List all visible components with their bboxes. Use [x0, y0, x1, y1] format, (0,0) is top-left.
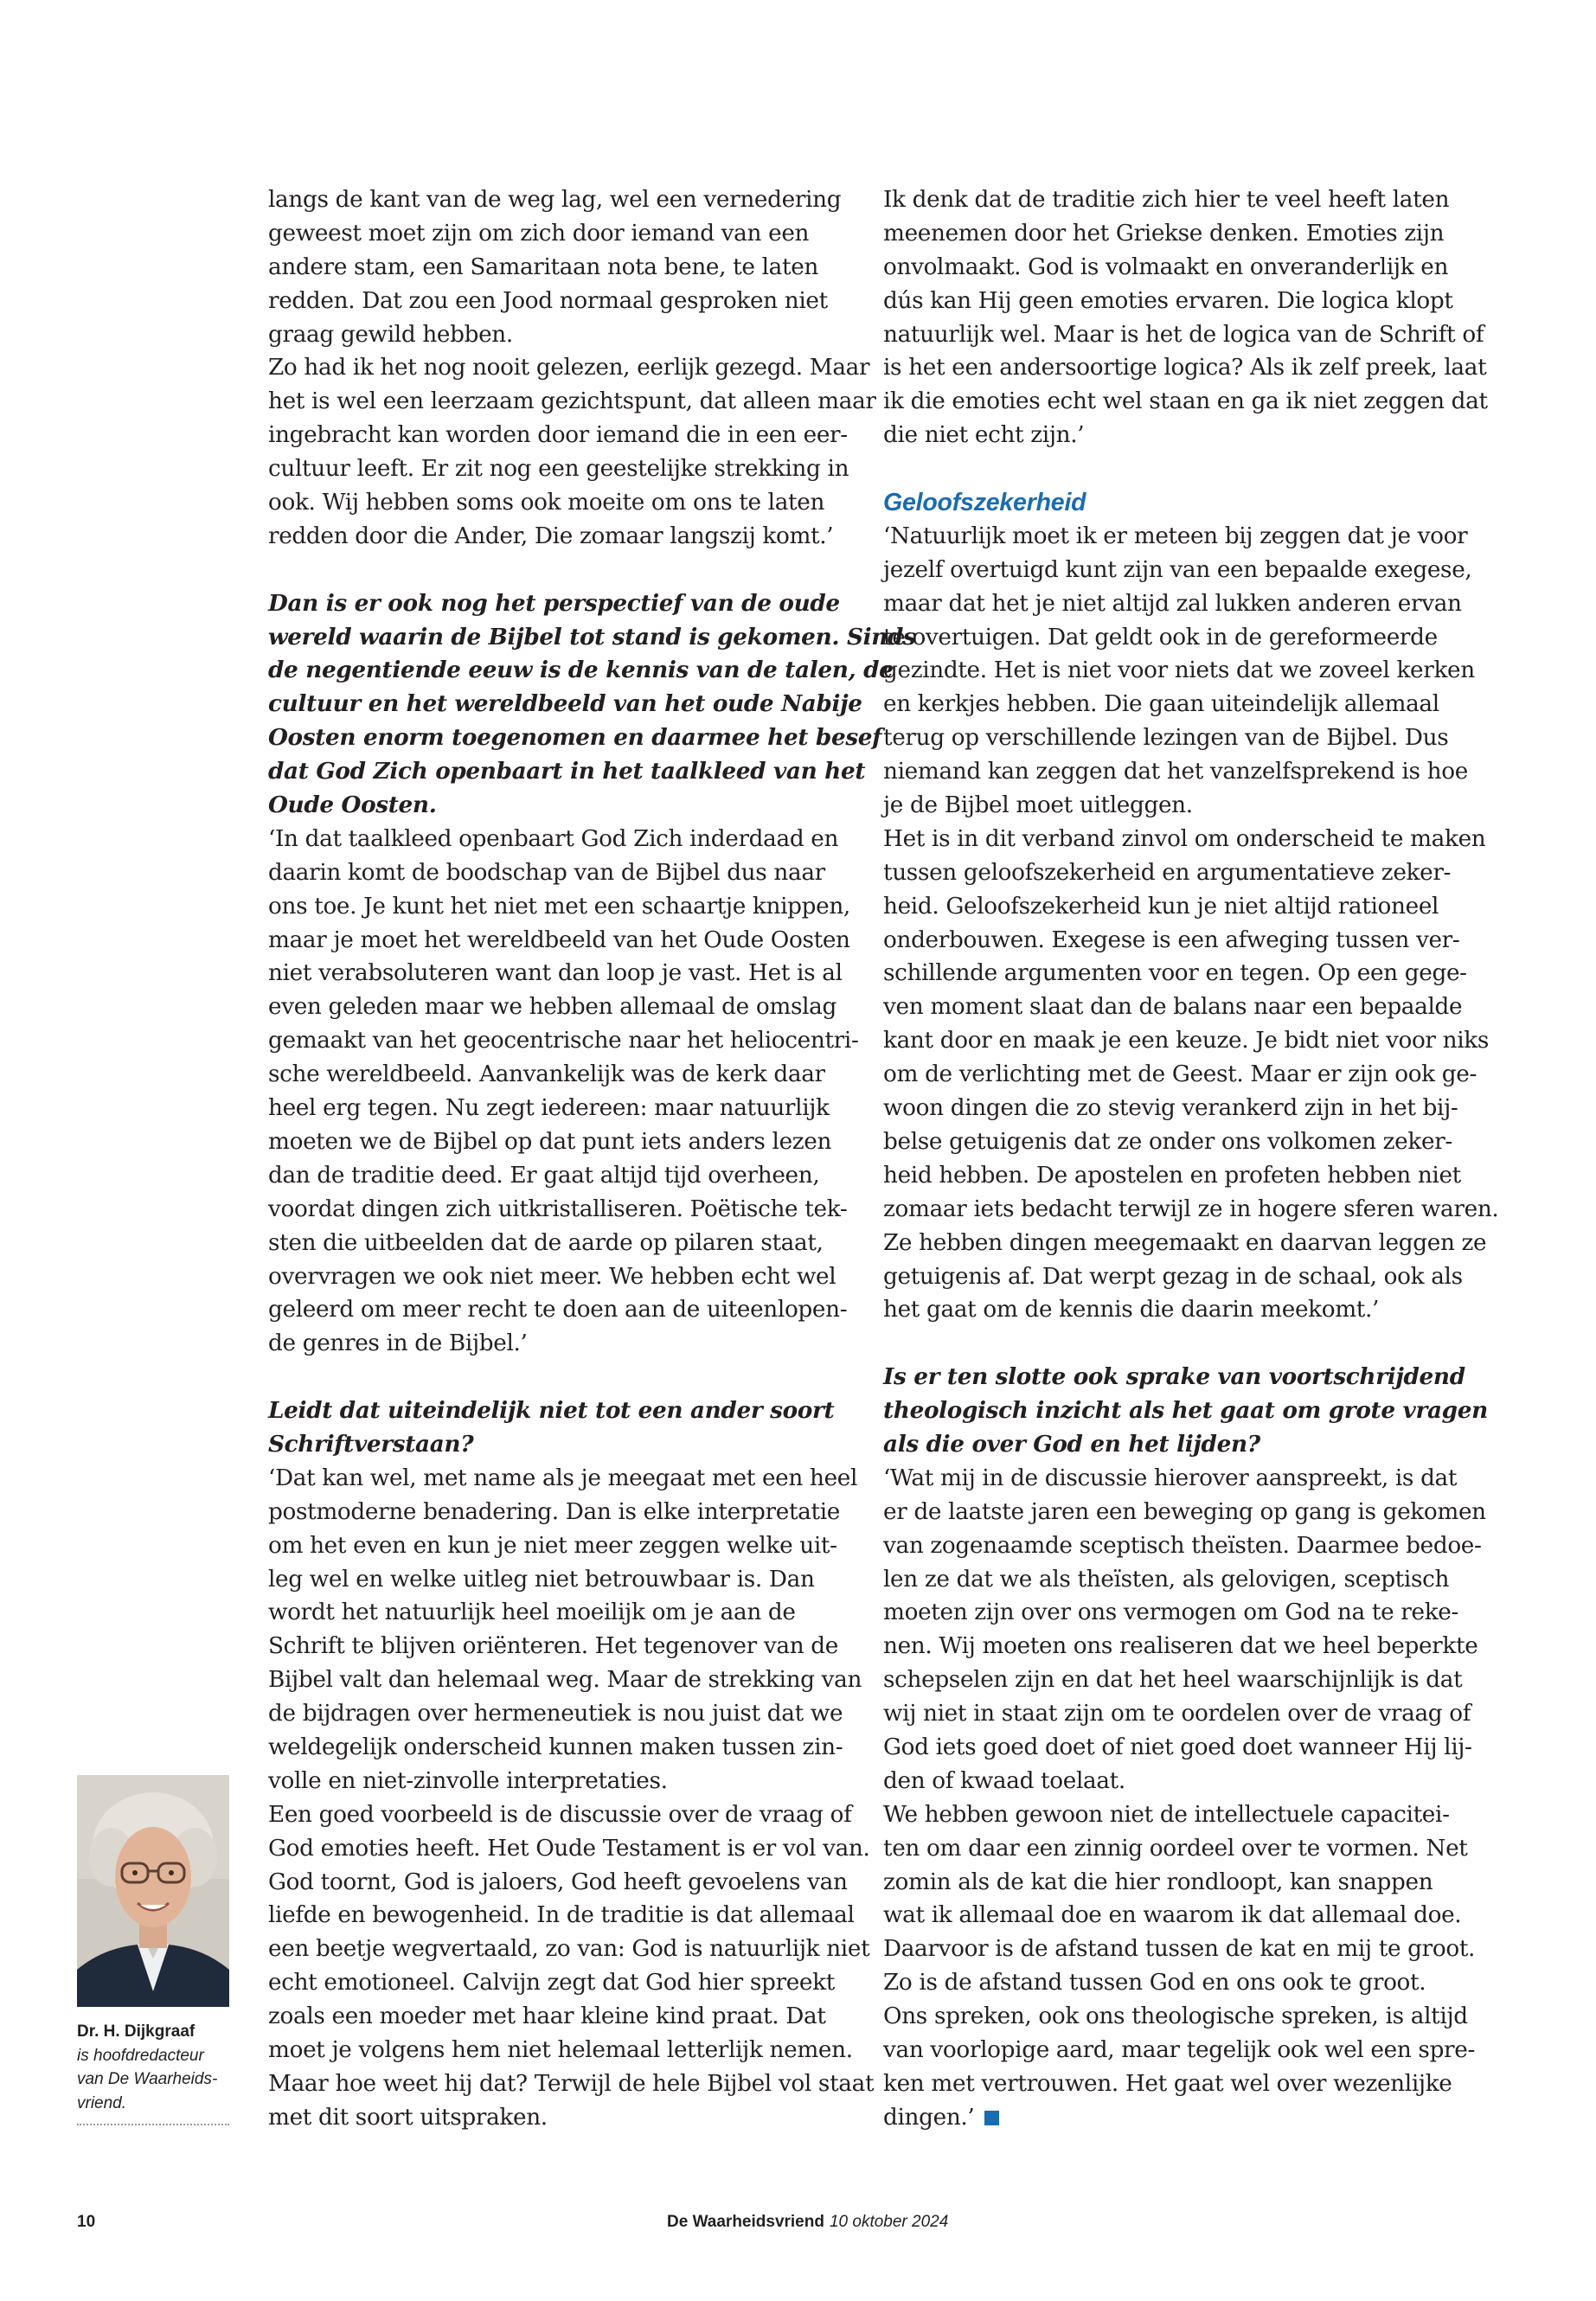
body-line: sten die uitbeelden dat de aarde op pilaren staat,: [268, 1229, 824, 1256]
body-line: Schrift te blijven oriënteren. Het tegenover van de: [268, 1633, 838, 1660]
body-line: dús kan Hij geen emoties ervaren. Die logica klopt: [883, 287, 1453, 314]
body-line: Een goed voorbeeld is de discussie over de vraag of: [268, 1801, 852, 1828]
body-line: een beetje wegvertaald, zo van: God is natuurlijk niet: [268, 1936, 870, 1963]
body-line: terug op verschillende lezingen van de Bijbel. Dus: [883, 725, 1449, 752]
body-line: woon dingen die zo stevig verankerd zijn in het bij-: [883, 1095, 1458, 1122]
body-line: schepselen zijn en dat het heel waarschijnlijk is dat: [883, 1667, 1463, 1694]
body-line: het gaat om de kennis die daarin meekomt.’: [883, 1297, 1380, 1324]
body-line: niet verabsoluteren want dan loop je vast. Het is al: [268, 960, 843, 987]
body-line: God iets goed doet of niet goed doet wanneer Hij lij-: [883, 1734, 1472, 1760]
body-line: belse getuigenis dat ze onder ons volkomen zeker-: [883, 1128, 1452, 1155]
body-line: heid. Geloofszekerheid kun je niet altijd rationeel: [883, 893, 1439, 920]
body-line: ‘Wat mij in de discussie hierover aanspreekt, is dat: [883, 1465, 1458, 1491]
body-line: het is wel een leerzaam gezichtspunt, dat alleen maar: [268, 388, 876, 415]
body-line: maar dat het je niet altijd zal lukken anderen ervan: [883, 590, 1462, 617]
body-line: om het even en kun je niet meer zeggen welke uit-: [268, 1532, 837, 1559]
body-line: graag gewild hebben.: [268, 321, 513, 348]
paragraph-gap: [883, 452, 1468, 486]
body-line: Ze hebben dingen meegemaakt en daarvan leggen ze: [883, 1229, 1487, 1256]
question-line: Is er ten slotte ook sprake van voortschrijdend: [883, 1363, 1465, 1391]
body-line: sche wereldbeeld. Aanvankelijk was de kerk daar: [268, 1061, 825, 1088]
body-line: daarin komt de boodschap van de Bijbel dus naar: [268, 859, 825, 886]
body-line: zomaar iets bedacht terwijl ze in hogere sferen waren.: [883, 1195, 1499, 1222]
issue-date: 10 oktober 2024: [829, 2213, 949, 2231]
end-mark-icon: [984, 2111, 999, 2125]
body-line: Zo is de afstand tussen God en ons ook te groot.: [883, 1970, 1426, 1997]
body-line: gezindte. Het is niet voor niets dat we zoveel kerken: [883, 657, 1475, 684]
body-line: overvragen we ook niet meer. We hebben echt wel: [268, 1263, 836, 1290]
body-line: Bijbel valt dan helemaal weg. Maar de strekking van: [268, 1667, 862, 1694]
body-line: heel erg tegen. Nu zegt iedereen: maar natuurlijk: [268, 1095, 830, 1122]
body-line: langs de kant van de weg lag, wel een vernedering: [268, 187, 842, 213]
body-line: voordat dingen zich uitkristalliseren. Poëtische tek-: [268, 1195, 848, 1222]
body-line: die niet echt zijn.’: [883, 422, 1085, 449]
question-line: Oosten enorm toegenomen en daarmee het besef: [268, 724, 882, 752]
body-line: geleerd om meer recht te doen aan de uiteenlopen-: [268, 1297, 848, 1324]
body-line: Zo had ik het nog nooit gelezen, eerlijk gezegd. Maar: [268, 355, 870, 381]
body-line: is het een andersoortige logica? Als ik zelf preek, laat: [883, 355, 1487, 381]
body-line: niemand kan zeggen dat het vanzelfsprekend is hoe: [883, 759, 1468, 785]
body-line: van voorlopige aard, maar tegelijk ook wel een spre-: [883, 2036, 1476, 2063]
body-line: len ze dat we als theïsten, als gelovigen, sceptisch: [883, 1566, 1450, 1593]
body-line: dingen.’: [883, 2101, 1468, 2135]
author-role-line: van De Waarheids-: [77, 2070, 218, 2088]
author-name: Dr. H. Dijkgraaf: [77, 2022, 195, 2041]
page-number: 10: [77, 2213, 96, 2231]
body-line: ik die emoties echt wel staan en ga ik niet zeggen dat: [883, 388, 1488, 415]
question-line: Leidt dat uiteindelijk niet tot een ander soort: [268, 1397, 835, 1425]
body-line: postmoderne benadering. Dan is elke interpretatie: [268, 1498, 840, 1525]
body-line: volle en niet-zinvolle interpretaties.: [268, 1767, 668, 1794]
body-line: om de verlichting met de Geest. Maar er zijn ook ge-: [883, 1061, 1477, 1088]
body-line: onderbouwen. Exegese is een afweging tussen ver-: [883, 926, 1460, 953]
paragraph-gap: [268, 1361, 846, 1394]
body-line: ‘Dat kan wel, met name als je meegaat met een heel: [268, 1465, 858, 1491]
body-line: Daarvoor is de afstand tussen de kat en mij te groot.: [883, 1936, 1476, 1963]
body-line: ingebracht kan worden door iemand die in een eer-: [268, 422, 848, 449]
body-line: ook. Wij hebben soms ook moeite om ons te laten: [268, 490, 825, 516]
body-line: God toornt, God is jaloers, God heeft gevoelens van: [268, 1868, 848, 1895]
body-line: redden door die Ander, Die zomaar langszij komt.’: [268, 522, 834, 549]
body-line: met dit soort uitspraken.: [268, 2104, 548, 2131]
body-line: Het is in dit verband zinvol om onderscheid te maken: [883, 825, 1486, 852]
paragraph-gap: [883, 1327, 1468, 1361]
question-line: Oude Oosten.: [268, 792, 437, 819]
article-column-left: [268, 183, 916, 2135]
author-caption: [77, 2020, 229, 2125]
body-line: kant door en maak je een keuze. Je bidt niet voor niks: [883, 1028, 1490, 1054]
body-line: leg wel en welke uitleg niet betrouwbaar is. Dan: [268, 1566, 815, 1593]
body-line: ken met vertrouwen. Het gaat wel over wezenlijke: [883, 2070, 1452, 2097]
body-line: de bijdragen over hermeneutiek is nou juist dat we: [268, 1701, 843, 1727]
body-line: Maar hoe weet hij dat? Terwijl de hele Bijbel vol staat: [268, 2070, 875, 2097]
body-line: moeten zijn over ons vermogen om God na te reke-: [883, 1599, 1459, 1626]
question-line: cultuur en het wereldbeeld van het oude Nabije: [268, 690, 862, 718]
question-line: als die over God en het lijden?: [883, 1430, 1260, 1458]
body-line: nen. Wij moeten ons realiseren dat we heel beperkte: [883, 1633, 1478, 1660]
body-line: wij niet in staat zijn om te oordelen over de vraag of: [883, 1701, 1471, 1727]
magazine-name: De Waarheidsvriend: [667, 2213, 824, 2231]
body-line: ‘Natuurlijk moet ik er meteen bij zeggen dat je voor: [883, 522, 1468, 549]
body-line: cultuur leeft. Er zit nog een geestelijke strekking in: [268, 456, 849, 483]
body-line: wat ik allemaal doe en waarom ik dat allemaal doe.: [883, 1902, 1462, 1929]
body-line: meenemen door het Griekse denken. Emoties zijn: [883, 220, 1445, 247]
body-line: echt emotioneel. Calvijn zegt dat God hier spreekt: [268, 1970, 835, 1997]
body-line: heid hebben. De apostelen en profeten hebben niet: [883, 1162, 1461, 1189]
body-line: liefde en bewogenheid. In de traditie is dat allemaal: [268, 1902, 855, 1929]
body-line: getuigenis af. Dat werpt gezag in de schaal, ook als: [883, 1263, 1463, 1290]
question-line: wereld waarin de Bijbel tot stand is gekomen. Sinds: [268, 623, 916, 651]
question-line: Dan is er ook nog het perspectief van de oude: [268, 589, 840, 617]
body-line: geweest moet zijn om zich door iemand van een: [268, 220, 810, 247]
body-line: redden. Dat zou een Jood normaal gesproken niet: [268, 287, 828, 314]
body-line: Ons spreken, ook ons theologische spreken, is altijd: [883, 2003, 1468, 2030]
article-column-right: [883, 183, 1499, 2135]
body-line: zomin als de kat die hier rondloopt, kan snappen: [883, 1868, 1433, 1895]
body-line: tussen geloofszekerheid en argumentatieve zeker-: [883, 859, 1452, 886]
body-line: maar je moet het wereldbeeld van het Oude Oosten: [268, 926, 850, 953]
body-line: even geleden maar we hebben allemaal de omslag: [268, 994, 836, 1021]
body-line: andere stam, een Samaritaan nota bene, te laten: [268, 253, 819, 280]
body-line: van zogenaamde sceptisch theïsten. Daarmee bedoe-: [883, 1532, 1482, 1559]
body-line: ten om daar een zinnig oordeel over te vormen. Net: [883, 1835, 1468, 1862]
body-line: te overtuigen. Dat geldt ook in de gereformeerde: [883, 624, 1438, 651]
body-line: wordt het natuurlijk heel moeilijk om je aan de: [268, 1599, 796, 1626]
body-line: Ik denk dat de traditie zich hier te veel heeft laten: [883, 187, 1450, 213]
body-line: de genres in de Bijbel.’: [268, 1330, 528, 1357]
body-line: moet je volgens hem niet helemaal letterlijk nemen.: [268, 2036, 853, 2063]
body-line: ven moment slaat dan de balans naar een bepaalde: [883, 994, 1463, 1021]
question-line: de negentiende eeuw is de kennis van de talen, de: [268, 657, 894, 684]
body-line: God emoties heeft. Het Oude Testament is er vol van.: [268, 1835, 870, 1862]
body-line: jezelf overtuigd kunt zijn van een bepaalde exegese,: [883, 556, 1472, 583]
paragraph-gap: [268, 554, 846, 587]
body-line: schillende argumenten voor en tegen. Op een gege-: [883, 960, 1467, 987]
author-role-line: is hoofdredacteur: [77, 2046, 204, 2065]
body-line: den of kwaad toelaat.: [883, 1767, 1125, 1794]
body-line: onvolmaakt. God is volmaakt en onveranderlijk en: [883, 253, 1449, 280]
body-line: moeten we de Bijbel op dat punt iets anders lezen: [268, 1128, 832, 1155]
body-line: dan de traditie deed. Er gaat altijd tijd overheen,: [268, 1162, 820, 1189]
body-line: zoals een moeder met haar kleine kind praat. Dat: [268, 2003, 826, 2030]
section-heading: Geloofszekerheid: [883, 489, 1086, 517]
question-line: theologisch inzicht als het gaat om grote vragen: [883, 1397, 1488, 1425]
body-line: natuurlijk wel. Maar is het de logica van de Schrift of: [883, 321, 1484, 348]
body-line: ons toe. Je kunt het niet met een schaartje knippen,: [268, 893, 850, 920]
author-role-line: vriend.: [77, 2093, 127, 2112]
body-line: ‘In dat taalkleed openbaart God Zich inderdaad en: [268, 825, 839, 852]
body-line: gemaakt van het geocentrische naar het heliocentri-: [268, 1028, 859, 1054]
body-line: er de laatste jaren een beweging op gang is gekomen: [883, 1498, 1486, 1525]
footer-publication: [667, 2213, 948, 2232]
body-line: en kerkjes hebben. Die gaan uiteindelijk allemaal: [883, 691, 1439, 718]
body-line: je de Bijbel moet uitleggen.: [883, 792, 1193, 819]
question-line: dat God Zich openbaart in het taalkleed van het: [268, 758, 866, 785]
question-line: Schriftverstaan?: [268, 1430, 474, 1458]
author-photo: [77, 1775, 229, 2007]
body-line: weldegelijk onderscheid kunnen maken tussen zin-: [268, 1734, 843, 1760]
body-line: We hebben gewoon niet de intellectuele capacitei-: [883, 1801, 1450, 1828]
